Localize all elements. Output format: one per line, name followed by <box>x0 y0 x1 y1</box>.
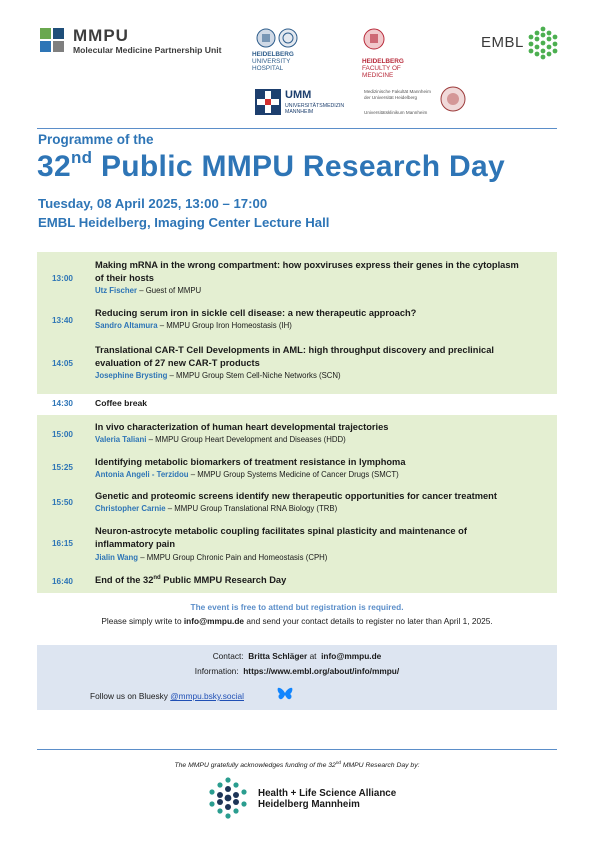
mannheim-faculty-logo <box>364 86 468 120</box>
agenda-affiliation: – Guest of MMPU <box>137 286 202 295</box>
registration-prefix: Please simply write to <box>101 616 184 626</box>
mmpu-subtitle: Molecular Medicine Partnership Unit <box>73 45 222 55</box>
hlsa-logo <box>206 776 416 822</box>
heidelberg-seal-icon <box>256 28 276 48</box>
programme-label: Programme of the <box>38 132 154 147</box>
agenda-title: Neuron-astrocyte metabolic coupling facilitates spinal plasticity and maintenance of inflammatory pain <box>95 526 467 549</box>
agenda-title: In vivo characterization of human heart developmental trajectories <box>95 422 389 432</box>
contact-box <box>37 645 557 710</box>
mannheim-line-3: Universitätsklinikum Mannheim <box>364 110 428 115</box>
agenda-time: 16:40 <box>52 577 73 586</box>
agenda-time: 14:05 <box>52 359 73 368</box>
hospital-line-1: HEIDELBERG <box>252 51 294 58</box>
closing-prefix: End of the 32 <box>95 575 154 585</box>
header-divider <box>37 128 557 129</box>
university-seal-icon <box>278 28 298 48</box>
mmpu-squares-icon <box>40 28 66 54</box>
agenda-title: Genetic and proteomic screens identify new therapeutic opportunities for cancer treatment <box>95 491 497 501</box>
agenda-title: Coffee break <box>95 398 148 408</box>
agenda-speaker: Sandro Altamura <box>95 321 158 330</box>
agenda-time: 14:30 <box>52 399 73 408</box>
registration-instructions <box>37 616 557 626</box>
page-title <box>37 150 505 184</box>
agenda-speaker: Utz Fischer <box>95 286 138 295</box>
follow-text: Follow us on Bluesky <box>90 691 171 701</box>
faculty-line-3: MEDICINE <box>362 72 394 79</box>
registration-suffix: and send your contact details to register no later than April 1, 2025. <box>244 616 493 626</box>
agenda-speaker: Valeria Taliani <box>95 435 147 444</box>
mmpu-name: MMPU <box>73 26 129 45</box>
info-line <box>37 666 557 676</box>
bluesky-line <box>90 691 244 701</box>
agenda-title: Reducing serum iron in sickle cell disease: a new therapeutic approach? <box>95 308 417 318</box>
agenda-speaker-line <box>95 435 346 445</box>
agenda-time: 16:15 <box>52 539 73 548</box>
hlsa-line-1: Health + Life Science Alliance <box>258 788 397 799</box>
agenda-affiliation: – MMPU Group Systems Medicine of Cancer Drugs (SMCT) <box>188 470 399 479</box>
agenda-speaker: Jialin Wang <box>95 553 139 562</box>
agenda-speaker-line <box>95 470 399 480</box>
event-venue: EMBL Heidelberg, Imaging Center Lecture Hall <box>38 215 330 230</box>
umm-logo <box>255 89 345 119</box>
agenda-time: 15:00 <box>52 430 73 439</box>
agenda-affiliation: – MMPU Group Stem Cell-Niche Networks (SCN) <box>167 371 341 380</box>
agenda-time: 13:00 <box>52 274 73 283</box>
closing-sup: nd <box>153 575 161 581</box>
embl-logo <box>481 26 561 60</box>
agenda-title: Making mRNA in the wrong compartment: how poxviruses express their genes in the cytoplasm of their hosts <box>95 260 519 283</box>
agenda-affiliation: – MMPU Group Heart Development and Diseases (HDD) <box>146 435 346 444</box>
agenda-speaker-line <box>95 371 341 381</box>
hospital-line-3: HOSPITAL <box>252 65 284 72</box>
agenda-speaker: Josephine Brysting <box>95 371 168 380</box>
title-rest: Public MMPU Research Day <box>92 150 505 183</box>
contact-label: Contact: <box>212 651 244 661</box>
ack-sup: nd <box>335 760 341 765</box>
agenda-time: 15:50 <box>52 498 73 507</box>
agenda-title <box>95 574 525 587</box>
faculty-line-2: FACULTY OF <box>362 65 401 72</box>
registration-notice: The event is free to attend but registration is required. <box>190 602 404 612</box>
agenda-affiliation: – MMPU Group Chronic Pain and Homeostasis (CPH) <box>138 553 328 562</box>
agenda-affiliation: – MMPU Group Translational RNA Biology (TRB) <box>165 504 338 513</box>
ack-suffix: MMPU Research Day by: <box>340 762 420 769</box>
agenda-affiliation: – MMPU Group Iron Homeostasis (IH) <box>157 321 292 330</box>
title-number: 32 <box>37 150 71 183</box>
contact-at: at <box>309 651 317 661</box>
umm-sub-1: UNIVERSITÄTSMEDIZIN <box>285 103 345 109</box>
info-label: Information: <box>194 666 239 676</box>
info-url[interactable]: https://www.embl.org/about/info/mmpu/ <box>243 666 400 676</box>
hlsa-line-2: Heidelberg Mannheim <box>258 799 360 810</box>
umm-sub-2: MANNHEIM <box>285 109 314 115</box>
mannheim-line-2: der Universität Heidelberg <box>364 94 418 100</box>
mmpu-logo <box>40 28 240 58</box>
contact-email[interactable]: info@mmpu.de <box>321 651 382 661</box>
bluesky-link[interactable]: @mmpu.bsky.social <box>170 691 244 701</box>
heidelberg-hospital-logo <box>252 28 312 80</box>
heidelberg-faculty-logo <box>362 28 426 80</box>
closing-suffix: Public MMPU Research Day <box>160 575 287 585</box>
umm-wordmark: UMM <box>285 89 312 101</box>
contact-name: Britta Schläger <box>248 651 308 661</box>
agenda-time: 13:40 <box>52 316 73 325</box>
mannheim-line-1: Medizinische Fakultät Mannheim <box>364 89 431 94</box>
mannheim-seal-icon <box>440 86 466 112</box>
umm-cross-icon <box>255 89 281 115</box>
agenda-title: Identifying metabolic biomarkers of treatment resistance in lymphoma <box>95 457 406 467</box>
title-suffix: nd <box>70 148 93 167</box>
embl-wordmark: EMBL <box>481 34 524 51</box>
event-date: Tuesday, 08 April 2025, 13:00 – 17:00 <box>38 196 268 211</box>
registration-email[interactable]: info@mmpu.de <box>183 616 245 626</box>
embl-hexagon-icon <box>527 26 559 60</box>
agenda-speaker: Antonia Angeli - Terzidou <box>95 470 189 479</box>
agenda-speaker-line <box>95 286 201 296</box>
ack-prefix: The MMPU gratefully acknowledges funding of the 32 <box>174 762 336 769</box>
agenda-title: Translational CAR-T Cell Developments in AML: high throughput discovery and preclinical evaluation of 27 new CAR-T products <box>95 345 494 368</box>
footer-divider <box>37 749 557 750</box>
agenda-speaker-line <box>95 504 337 514</box>
faculty-seal-icon <box>362 28 386 50</box>
contact-line <box>37 651 557 661</box>
agenda-speaker: Christopher Carnie <box>95 504 166 513</box>
hlsa-dots-icon <box>206 776 250 820</box>
hospital-line-2: UNIVERSITY <box>252 58 291 65</box>
acknowledgement <box>37 762 557 769</box>
agenda-speaker-line <box>95 553 327 563</box>
agenda-time: 15:25 <box>52 463 73 472</box>
agenda-speaker-line <box>95 321 292 331</box>
faculty-line-1: HEIDELBERG <box>362 58 404 65</box>
bluesky-butterfly-icon[interactable] <box>277 687 293 701</box>
